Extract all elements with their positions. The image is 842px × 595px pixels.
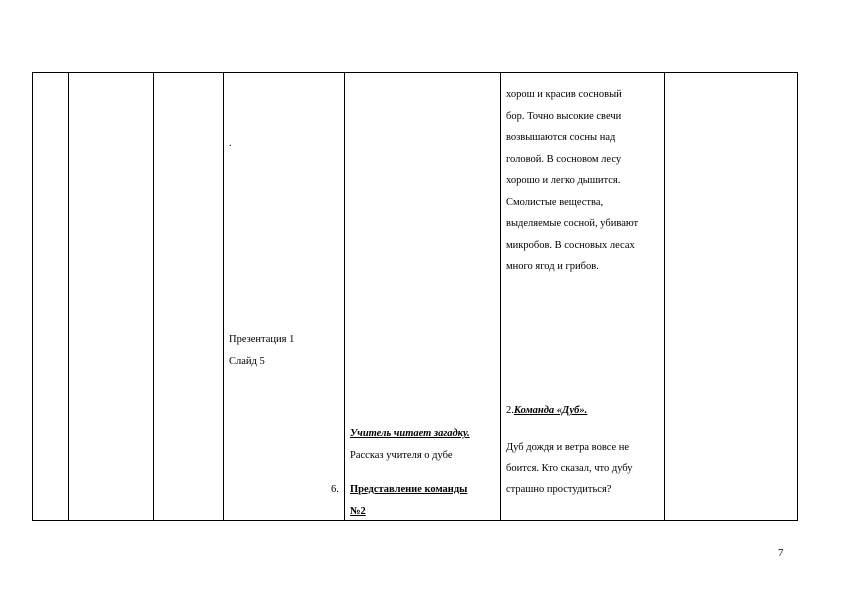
slide-label: Слайд 5 bbox=[229, 356, 265, 367]
page-number: 7 bbox=[778, 547, 784, 559]
column-divider-3 bbox=[223, 73, 224, 520]
pine-text-line-3: возвышаются сосны над bbox=[506, 132, 616, 143]
oak-riddle-line-1: Дуб дождя и ветра вовсе не bbox=[506, 442, 630, 453]
column-divider-2 bbox=[153, 73, 154, 520]
lesson-plan-table bbox=[32, 72, 798, 521]
pine-text-line-5: хорошо и легко дышится. bbox=[506, 175, 621, 186]
column-divider-5 bbox=[500, 73, 501, 520]
team-presentation-line-2: №2 bbox=[350, 506, 366, 517]
team-number: 2. bbox=[506, 405, 514, 416]
column-divider-4 bbox=[344, 73, 345, 520]
pine-text-line-6: Смолистые вещества, bbox=[506, 197, 604, 208]
pine-text-line-1: хорош и красив сосновый bbox=[506, 89, 622, 100]
team-oak-heading bbox=[506, 400, 587, 421]
pine-text-line-8: микробов. В сосновых лесах bbox=[506, 240, 635, 251]
pine-text-line-2: бор. Точно высокие свечи bbox=[506, 111, 622, 122]
oak-riddle-line-2: боится. Кто сказал, что дубу bbox=[506, 463, 633, 474]
step-number: 6. bbox=[331, 484, 339, 495]
cell-dot: . bbox=[229, 138, 232, 149]
pine-text-line-9: много ягод и грибов. bbox=[506, 261, 599, 272]
column-divider-6 bbox=[664, 73, 665, 520]
oak-riddle-line-3: страшно простудиться? bbox=[506, 484, 612, 495]
pine-text-line-4: головой. В сосновом лесу bbox=[506, 154, 622, 165]
column-divider-1 bbox=[68, 73, 69, 520]
teacher-reads-riddle: Учитель читает загадку. bbox=[350, 428, 470, 439]
team-presentation-line-1: Представление команды bbox=[350, 484, 468, 495]
pine-text-line-7: выделяемые сосной, убивают bbox=[506, 218, 639, 229]
teacher-story-about-oak: Рассказ учителя о дубе bbox=[350, 450, 453, 461]
team-name: Команда «Дуб». bbox=[513, 405, 588, 416]
presentation-label: Презентация 1 bbox=[229, 334, 295, 345]
